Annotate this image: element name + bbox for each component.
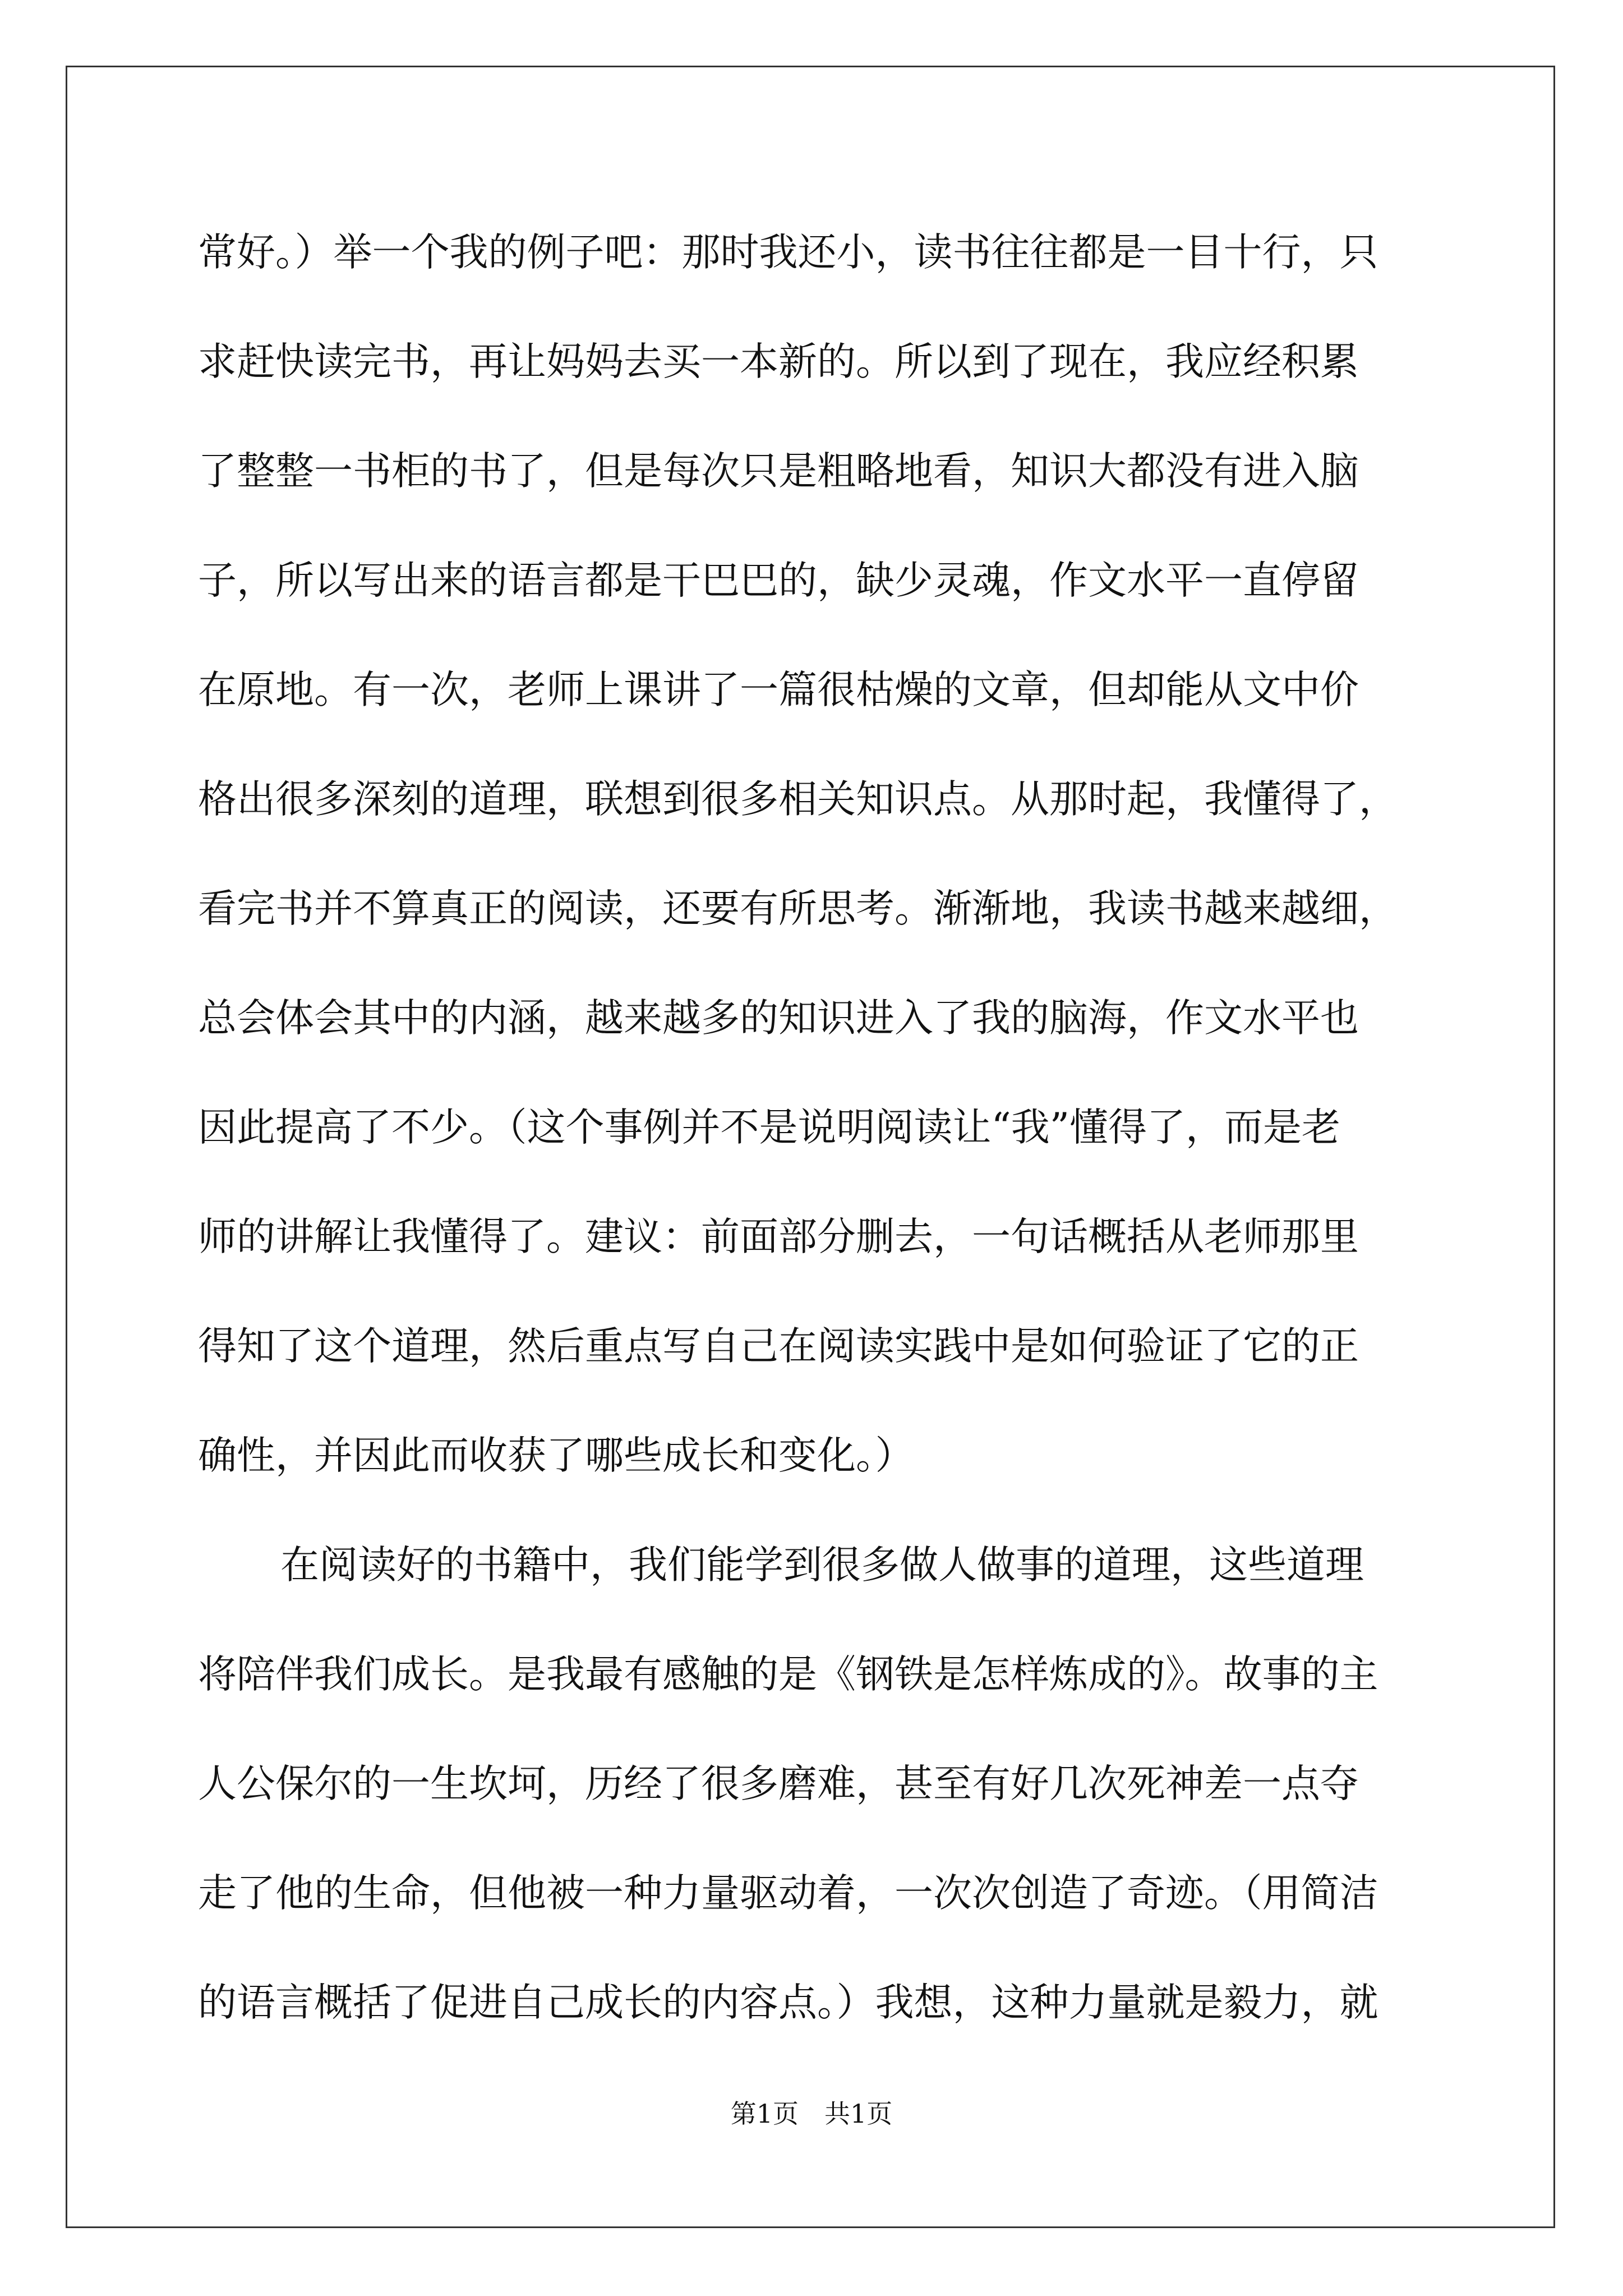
text-line: 在原地。有一次，老师上课讲了一篇很枯燥的文章，但却能从文中价 — [198, 668, 1359, 712]
text-line: 子，所以写出来的语言都是干巴巴的，缺少灵魂，作文水平一直停留 — [198, 558, 1359, 603]
text-line: 走了他的生命，但他被一种力量驱动着，一次次创造了奇迹。（用简洁 — [198, 1871, 1378, 1916]
text-line: 师的讲解让我懂得了。建议：前面部分删去，一句话概括从老师那里 — [198, 1214, 1359, 1259]
text-line: 的语言概括了促进自己成长的内容点。）我想，这种力量就是毅力，就 — [198, 1980, 1378, 2025]
text-line: 确性，并因此而收获了哪些成长和变化。） — [198, 1433, 914, 1478]
paragraph-first-line: 在阅读好的书籍中，我们能学到很多做人做事的道理，这些道理 — [280, 1543, 1364, 1588]
text-line: 了整整一书柜的书了，但是每次只是粗略地看，知识大都没有进入脑 — [198, 449, 1359, 494]
text-line: 看完书并不算真正的阅读，还要有所思考。渐渐地，我读书越来越细， — [198, 886, 1398, 931]
text-line: 格出很多深刻的道理，联想到很多相关知识点。从那时起，我懂得了， — [198, 777, 1398, 822]
text-line: 因此提高了不少。（这个事例并不是说明阅读让“我”懂得了，而是老 — [198, 1105, 1341, 1150]
text-line: 人公保尔的一生坎坷，历经了很多磨难，甚至有好几次死神差一点夺 — [198, 1761, 1359, 1806]
text-line: 将陪伴我们成长。是我最有感触的是《钢铁是怎样炼成的》。故事的主 — [198, 1652, 1378, 1697]
page-number-footer: 第1页 共1页 — [730, 2099, 893, 2129]
text-line: 总会体会其中的内涵，越来越多的知识进入了我的脑海，作文水平也 — [198, 996, 1359, 1041]
text-line: 求赶快读完书，再让妈妈去买一本新的。所以到了现在，我应经积累 — [198, 339, 1359, 384]
text-line: 常好。）举一个我的例子吧：那时我还小，读书往往都是一目十行，只 — [198, 230, 1378, 275]
text-line: 得知了这个道理，然后重点写自己在阅读实践中是如何验证了它的正 — [198, 1324, 1359, 1369]
